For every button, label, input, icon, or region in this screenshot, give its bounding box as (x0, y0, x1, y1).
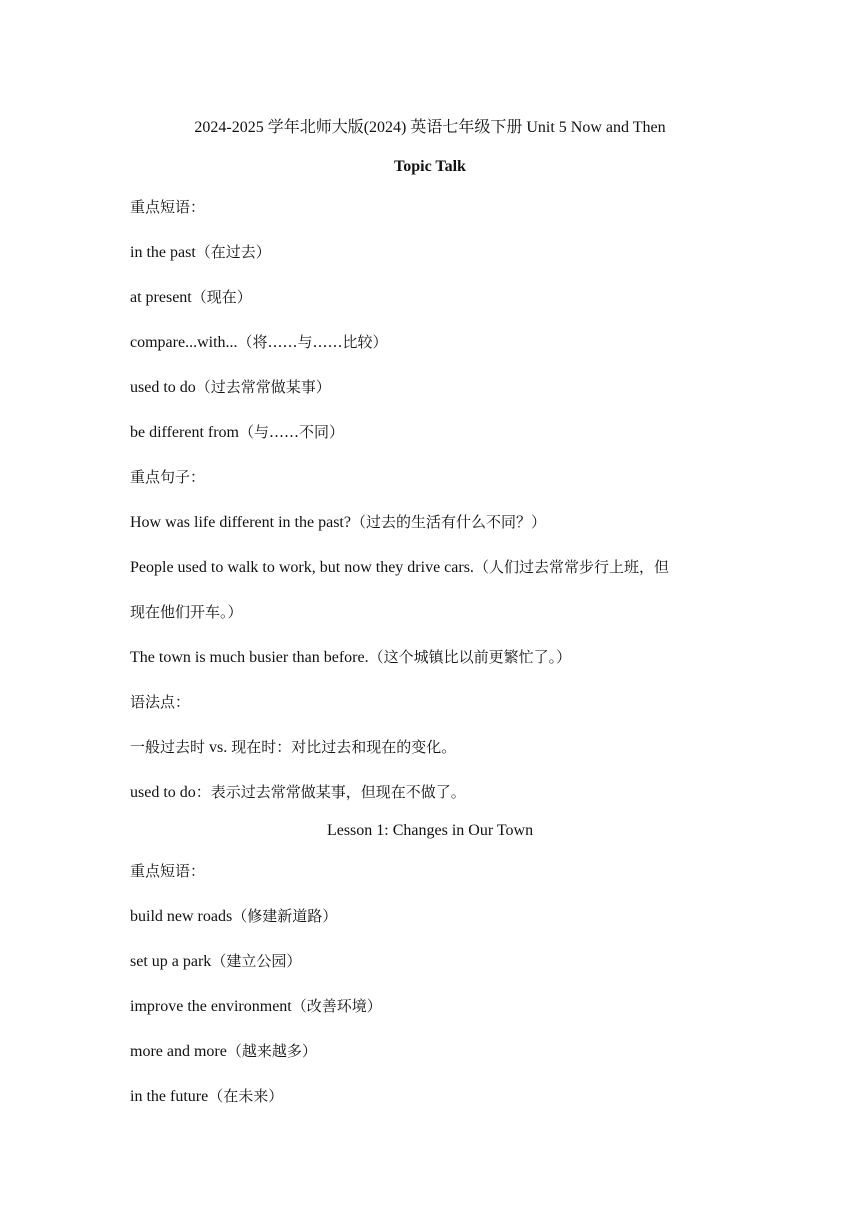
phrase-item: more and more（越来越多） (130, 1042, 317, 1060)
phrase-item: improve the environment（改善环境） (130, 997, 382, 1015)
grammar-item: used to do：表示过去常常做某事，但现在不做了。 (130, 783, 466, 801)
phrases-heading: 重点短语： (130, 198, 206, 216)
phrase-item: used to do（过去常常做某事） (130, 378, 331, 396)
phrase-item: in the future（在未来） (130, 1087, 284, 1105)
phrase-item: compare...with...（将……与……比较） (130, 333, 388, 351)
sentence-item: The town is much busier than before.（这个城镇比以前更繁忙了。） (130, 648, 572, 666)
sentences-heading: 重点句子： (130, 468, 206, 486)
document-title: 2024-2025 学年北师大版(2024) 英语七年级下册 Unit 5 Now and Then (194, 119, 666, 136)
sentence-item: How was life different in the past?（过去的生活有什么不同？） (130, 513, 546, 531)
grammar-heading: 语法点： (130, 693, 191, 711)
sentence-item-continuation: 现在他们开车。） (130, 603, 243, 621)
section-heading-topic-talk: Topic Talk (394, 158, 466, 175)
phrase-item: build new roads（修建新道路） (130, 907, 338, 925)
phrase-item: in the past（在过去） (130, 243, 271, 261)
phrase-item: set up a park（建立公园） (130, 952, 302, 970)
grammar-item: 一般过去时 vs. 现在时：对比过去和现在的变化。 (130, 738, 457, 756)
phrase-item: at present（现在） (130, 288, 252, 306)
phrases-heading: 重点短语： (130, 862, 206, 880)
phrase-item: be different from（与……不同） (130, 423, 345, 441)
section-heading-lesson-1: Lesson 1: Changes in Our Town (326, 822, 534, 839)
sentence-item: People used to walk to work, but now they drive cars.（人们过去常常步行上班，但 (130, 558, 669, 576)
